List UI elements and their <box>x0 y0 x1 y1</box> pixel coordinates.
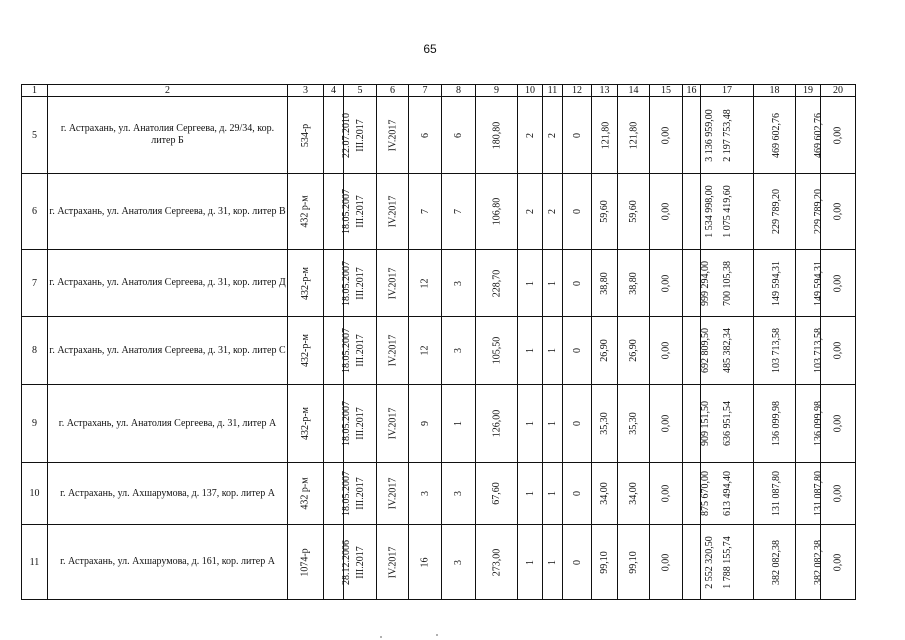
rotated-value: 106,80 <box>491 197 502 226</box>
value-cell-col-20 <box>821 250 856 317</box>
rotated-value: 229 789,20 <box>771 189 782 234</box>
row-number: 10 <box>22 463 48 525</box>
rotated-value: 636 951,54 <box>721 401 733 446</box>
rotated-value: 432-р-м <box>300 407 311 440</box>
value-cell-col-12 <box>563 463 592 525</box>
rotated-value: 534-р <box>300 123 311 147</box>
rotated-value: 875 670,00 <box>700 471 711 516</box>
column-header-11: 11 <box>543 85 563 97</box>
value-cell-col-18 <box>754 463 796 525</box>
rotated-value: 0,00 <box>660 553 672 571</box>
rotated-value: IV.2017 <box>387 407 399 440</box>
value-cell-col-12 <box>563 385 592 463</box>
value-cell-col-14 <box>618 317 650 385</box>
value-cell-col-15 <box>650 385 683 463</box>
value-cell-col-10 <box>518 317 543 385</box>
rotated-value: 3 <box>453 491 464 496</box>
value-cell-col-9 <box>476 250 518 317</box>
row-number: 9 <box>22 385 48 463</box>
rotated-value: 136 099,98 <box>771 401 782 446</box>
column-header-15: 15 <box>650 85 683 97</box>
address-cell: г. Астрахань, ул. Ахшарумова, д. 137, кор. литер А <box>48 463 288 525</box>
value-cell-col-10 <box>518 525 543 600</box>
rotated-value: 35,30 <box>628 412 639 435</box>
value-cell-col-11 <box>543 317 563 385</box>
value-cell-col-20 <box>821 385 856 463</box>
rotated-value: IV.2017 <box>387 119 399 151</box>
column-number-row <box>22 85 856 97</box>
value-cell-col-7 <box>409 385 442 463</box>
order-date-cell <box>324 525 352 600</box>
rotated-value: 0,00 <box>660 126 672 144</box>
value-cell-col-10 <box>518 250 543 317</box>
value-cell-col-14 <box>618 174 650 250</box>
rotated-value: 180,80 <box>491 121 502 149</box>
rotated-value: 3 <box>453 559 464 565</box>
rotated-value: IV.2017 <box>387 477 399 510</box>
value-cell-col-13 <box>592 97 618 174</box>
value-cell-col-13 <box>592 317 618 385</box>
page-number: 65 <box>423 42 437 56</box>
rotated-value: 149 594,31 <box>771 260 782 306</box>
rotated-value: III.2017 <box>354 118 366 152</box>
rotated-value: 0,00 <box>832 414 844 433</box>
rotated-value: 2 <box>524 132 536 138</box>
rotated-value: 67,60 <box>491 482 502 505</box>
rotated-value: 1 <box>547 280 558 286</box>
order-date-cell <box>324 97 352 174</box>
value-cell-col-15 <box>650 317 683 385</box>
rotated-value: 469 602,76 <box>771 112 782 158</box>
address-cell: г. Астрахань, ул. Ахшарумова, д. 161, кор. литер А <box>48 525 288 600</box>
value-cell-col-11 <box>543 174 563 250</box>
value-cell-col-19 <box>796 317 824 385</box>
value-cell-col-9 <box>476 317 518 385</box>
rotated-value: 0,00 <box>832 341 844 360</box>
column-header-20: 20 <box>821 85 856 97</box>
value-cell-col-18 <box>754 174 796 250</box>
order-number-cell <box>288 463 324 525</box>
end-quarter-cell <box>377 97 409 174</box>
value-cell-col-10 <box>518 385 543 463</box>
value-cell-col-19 <box>796 463 824 525</box>
value-cell-col-16 <box>683 97 715 174</box>
rotated-value: 103 713,58 <box>813 328 824 373</box>
rotated-value: 0,00 <box>660 414 672 433</box>
rotated-value: 0,00 <box>660 202 672 221</box>
value-cell-col-7 <box>409 174 442 250</box>
rotated-value: 382 082,38 <box>771 539 782 585</box>
rotated-value: 121,80 <box>600 121 612 149</box>
value-cell-col-20 <box>821 174 856 250</box>
value-cell-col-13 <box>592 174 618 250</box>
value-cell-col-9 <box>476 174 518 250</box>
rotated-value: 6 <box>453 132 464 138</box>
value-cell-col-9 <box>476 97 518 174</box>
order-number-cell <box>288 385 324 463</box>
value-cell-col-13 <box>592 250 618 317</box>
rotated-value: 7 <box>419 209 431 214</box>
column-header-16: 16 <box>683 85 701 97</box>
rotated-value: 228,70 <box>491 269 502 297</box>
order-number-cell <box>288 317 324 385</box>
value-cell-col-12 <box>563 250 592 317</box>
row-number: 5 <box>22 97 48 174</box>
value-cell-col-16 <box>683 317 711 385</box>
rotated-value: 1 534 998,00 <box>703 185 715 238</box>
rotated-value: 99,10 <box>628 550 639 574</box>
value-cell-col-15 <box>650 525 683 600</box>
row-number: 11 <box>22 525 48 600</box>
rotated-value: 26,90 <box>599 339 610 362</box>
value-cell-col-13 <box>592 525 618 600</box>
rotated-value: 12 <box>419 278 431 288</box>
rotated-value: 469 602,76 <box>813 112 824 158</box>
rotated-value: 1 <box>524 348 536 353</box>
rotated-value: 1 <box>547 348 558 353</box>
order-number-cell <box>288 174 324 250</box>
column-header-5: 5 <box>344 85 377 97</box>
rotated-value: 1 <box>524 421 536 426</box>
rotated-value: 18.05.2007 <box>341 401 352 446</box>
value-cell-col-16 <box>683 385 711 463</box>
rotated-value: IV.2017 <box>387 334 399 367</box>
rotated-value: 0 <box>571 209 583 214</box>
value-cell-col-19 <box>796 97 824 174</box>
value-cell-col-7 <box>409 317 442 385</box>
value-cell-col-14 <box>618 463 650 525</box>
value-cell-col-19 <box>796 385 824 463</box>
row-number: 8 <box>22 317 48 385</box>
end-quarter-cell <box>377 250 409 317</box>
rotated-value: 432 р-м <box>299 195 311 228</box>
rotated-value: III.2017 <box>354 477 366 510</box>
value-cell-col-20 <box>821 317 856 385</box>
value-cell-col-7 <box>409 97 442 174</box>
rotated-value: 692 809,50 <box>700 328 711 373</box>
rotated-value: 999 294,00 <box>700 260 711 306</box>
column-header-8: 8 <box>442 85 476 97</box>
rotated-value: 16 <box>419 557 431 567</box>
rotated-value: 700 105,38 <box>721 260 733 306</box>
value-cell-col-15 <box>650 463 683 525</box>
rotated-value: IV.2017 <box>387 267 399 299</box>
rotated-value: 0,00 <box>832 126 844 144</box>
table-row <box>22 385 856 463</box>
rotated-value: 131 087,80 <box>813 471 824 516</box>
rotated-value: III.2017 <box>354 407 366 440</box>
rotated-value: 0 <box>571 421 583 426</box>
rotated-value: 909 151,50 <box>700 401 711 446</box>
rotated-value: 3 136 959,00 <box>703 108 715 162</box>
rotated-value: 432-р-м <box>300 334 311 367</box>
rotated-value: 121,80 <box>628 121 639 149</box>
value-cell-col-13 <box>592 463 618 525</box>
rotated-value: 0,00 <box>832 553 844 571</box>
rotated-value: 136 099,98 <box>813 401 824 446</box>
order-number-cell <box>288 250 324 317</box>
value-cell-col-16 <box>683 525 715 600</box>
value-cell-col-18 <box>754 317 796 385</box>
rotated-value: 103 713,58 <box>771 328 782 373</box>
rotated-value: 432 р-м <box>299 477 311 510</box>
column-header-6: 6 <box>377 85 409 97</box>
end-quarter-cell <box>377 385 409 463</box>
value-cell-col-9 <box>476 385 518 463</box>
rotated-value: 38,80 <box>599 271 610 295</box>
rotated-value: 18.05.2007 <box>341 189 352 234</box>
rotated-value: 26,90 <box>628 339 639 362</box>
rotated-value: 18.05.2007 <box>341 260 352 306</box>
column-header-3: 3 <box>288 85 324 97</box>
rotated-value: 382 082,38 <box>813 539 824 585</box>
value-cell-col-8 <box>442 525 476 600</box>
rotated-value: 12 <box>419 345 431 356</box>
column-header-12: 12 <box>563 85 592 97</box>
value-cell-col-11 <box>543 525 563 600</box>
value-cell-col-8 <box>442 250 476 317</box>
value-cell-col-20 <box>821 97 856 174</box>
address-cell: г. Астрахань, ул. Анатолия Сергеева, д. 29/34, кор. литер Б <box>48 97 288 174</box>
table-row <box>22 317 856 385</box>
value-cell-col-16 <box>683 174 715 250</box>
address-cell: г. Астрахань, ул. Анатолия Сергеева, д. 31, кор. литер С <box>48 317 288 385</box>
rotated-value: 7 <box>453 209 464 214</box>
rotated-value: 35,30 <box>599 412 610 435</box>
value-cell-col-10 <box>518 97 543 174</box>
rotated-value: 0,00 <box>832 274 844 292</box>
end-quarter-cell <box>377 463 409 525</box>
value-cell-col-18 <box>754 97 796 174</box>
end-quarter-cell <box>377 525 409 600</box>
rotated-value: 3 <box>453 348 464 353</box>
value-cell-col-12 <box>563 317 592 385</box>
value-cell-col-14 <box>618 97 650 174</box>
address-cell: г. Астрахань, ул. Анатолия Сергеева, д. 31, кор. литер Д <box>48 250 288 317</box>
value-cell-col-8 <box>442 97 476 174</box>
rotated-value: 432-р-м <box>300 266 311 300</box>
table-row <box>22 525 856 600</box>
rotated-value: 2 <box>547 209 558 214</box>
value-cell-col-18 <box>754 250 796 317</box>
rotated-value: 34,00 <box>628 482 639 505</box>
rotated-value: IV.2017 <box>387 195 399 228</box>
value-cell-col-8 <box>442 463 476 525</box>
rotated-value: 1074-р <box>300 547 311 577</box>
rotated-value: 613 494,40 <box>721 471 733 516</box>
end-quarter-cell <box>377 174 409 250</box>
rotated-value: 131 087,80 <box>771 471 782 516</box>
rotated-value: 1 075 419,60 <box>721 185 733 238</box>
value-cell-col-16 <box>683 463 711 525</box>
rotated-value: 1 788 155,74 <box>721 535 733 589</box>
rotated-value: 1 <box>524 559 536 565</box>
value-cell-col-15 <box>650 97 683 174</box>
rotated-value: 0,00 <box>660 484 672 503</box>
rotated-value: 59,60 <box>599 200 610 223</box>
value-cell-col-11 <box>543 250 563 317</box>
end-quarter-cell <box>377 317 409 385</box>
rotated-value: 38,80 <box>628 271 639 295</box>
rotated-value: 105,50 <box>491 336 502 365</box>
value-cell-col-8 <box>442 174 476 250</box>
rotated-value: 2 <box>524 209 536 214</box>
value-cell-col-13 <box>592 385 618 463</box>
rotated-value: 2 552 320,50 <box>703 535 715 589</box>
rotated-value: 1 <box>524 280 536 286</box>
rotated-value: 9 <box>419 421 431 426</box>
rotated-value: 0 <box>571 559 583 565</box>
scan-speck <box>380 636 382 638</box>
value-cell-col-7 <box>409 250 442 317</box>
value-cell-col-20 <box>821 463 856 525</box>
rotated-value: 3 <box>419 491 431 496</box>
rotated-value: 6 <box>419 132 431 138</box>
value-cell-col-12 <box>563 525 592 600</box>
column-header-7: 7 <box>409 85 442 97</box>
value-cell-col-19 <box>796 525 824 600</box>
value-cell-col-14 <box>618 525 650 600</box>
rotated-value: IV.2017 <box>387 546 399 578</box>
value-cell-col-12 <box>563 174 592 250</box>
rotated-value: III.2017 <box>354 195 366 228</box>
value-cell-col-7 <box>409 525 442 600</box>
value-cell-col-14 <box>618 250 650 317</box>
rotated-value: 1 <box>547 559 558 565</box>
rotated-value: III.2017 <box>354 266 366 300</box>
value-cell-col-11 <box>543 97 563 174</box>
rotated-value: 1 <box>547 491 558 496</box>
value-cell-col-11 <box>543 385 563 463</box>
column-header-17: 17 <box>701 85 754 97</box>
rotated-value: 59,60 <box>628 200 639 223</box>
value-cell-col-8 <box>442 385 476 463</box>
rotated-value: 2 197 753,48 <box>721 108 733 162</box>
value-cell-col-8 <box>442 317 476 385</box>
value-cell-col-9 <box>476 525 518 600</box>
order-number-cell <box>288 97 324 174</box>
rotated-value: 1 <box>547 421 558 426</box>
rotated-value: 34,00 <box>599 482 610 505</box>
address-cell: г. Астрахань, ул. Анатолия Сергеева, д. 31, кор. литер В <box>48 174 288 250</box>
column-header-1: 1 <box>22 85 48 97</box>
value-cell-col-11 <box>543 463 563 525</box>
order-date-cell <box>324 463 352 525</box>
table-row <box>22 250 856 317</box>
value-cell-col-10 <box>518 463 543 525</box>
value-cell-col-20 <box>821 525 856 600</box>
rotated-value: 0,00 <box>832 202 844 221</box>
column-header-14: 14 <box>618 85 650 97</box>
value-cell-col-19 <box>796 174 824 250</box>
rotated-value: 229 789,20 <box>813 189 824 234</box>
order-date-cell <box>324 174 352 250</box>
column-header-13: 13 <box>592 85 618 97</box>
row-number: 7 <box>22 250 48 317</box>
column-header-10: 10 <box>518 85 543 97</box>
rotated-value: 0,00 <box>660 274 672 292</box>
value-cell-col-7 <box>409 463 442 525</box>
value-cell-col-15 <box>650 250 683 317</box>
rotated-value: 0,00 <box>660 341 672 360</box>
rotated-value: 1 <box>524 491 536 496</box>
rotated-value: III.2017 <box>354 545 366 579</box>
rotated-value: 0 <box>571 348 583 353</box>
rotated-value: 0,00 <box>832 484 844 503</box>
rotated-value: 2 <box>547 132 558 138</box>
column-header-19: 19 <box>796 85 821 97</box>
column-header-18: 18 <box>754 85 796 97</box>
rotated-value: 0 <box>571 491 583 496</box>
scan-speck <box>436 634 438 636</box>
rotated-value: 3 <box>453 280 464 286</box>
order-date-cell <box>324 317 352 385</box>
rotated-value: III.2017 <box>354 334 366 367</box>
rotated-value: 273,00 <box>491 548 502 576</box>
rotated-value: 18.05.2007 <box>341 328 352 373</box>
row-number: 6 <box>22 174 48 250</box>
housing-register-table <box>21 84 856 600</box>
value-cell-col-18 <box>754 385 796 463</box>
table-row <box>22 97 856 174</box>
value-cell-col-10 <box>518 174 543 250</box>
column-header-4: 4 <box>324 85 344 97</box>
value-cell-col-14 <box>618 385 650 463</box>
value-cell-col-18 <box>754 525 796 600</box>
column-header-2: 2 <box>48 85 288 97</box>
rotated-value: 99,10 <box>599 550 610 574</box>
rotated-value: 126,00 <box>491 409 502 438</box>
address-cell: г. Астрахань, ул. Анатолия Сергеева, д. 31, литер А <box>48 385 288 463</box>
value-cell-col-15 <box>650 174 683 250</box>
value-cell-col-12 <box>563 97 592 174</box>
rotated-value: 485 382,34 <box>721 328 733 373</box>
value-cell-col-16 <box>683 250 711 317</box>
value-cell-col-19 <box>796 250 824 317</box>
value-cell-col-9 <box>476 463 518 525</box>
rotated-value: 1 <box>453 421 464 426</box>
rotated-value: 0 <box>571 132 583 138</box>
rotated-value: 0 <box>571 280 583 286</box>
rotated-value: 28.12.2006 <box>341 539 352 585</box>
rotated-value: 149 594,31 <box>813 260 824 306</box>
table-row <box>22 463 856 525</box>
order-date-cell <box>324 385 352 463</box>
rotated-value: 22.07.2010 <box>341 112 352 158</box>
rotated-value: 18.05.2007 <box>341 471 352 516</box>
order-number-cell <box>288 525 324 600</box>
order-date-cell <box>324 250 352 317</box>
column-header-9: 9 <box>476 85 518 97</box>
table-row <box>22 174 856 250</box>
